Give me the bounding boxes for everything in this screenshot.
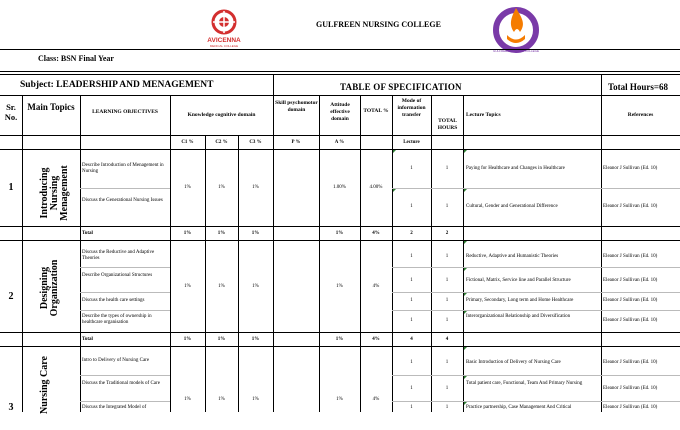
hours-cell: 1	[445, 278, 449, 283]
section-topic: Designing Organization	[39, 259, 60, 317]
hours-cell: 1	[445, 386, 449, 391]
total-lecture: 4	[410, 337, 413, 342]
lecture-cell: 1	[410, 254, 413, 259]
lecture-topic-cell: Total patient care, Functional, Team And Primary Nursing	[466, 381, 583, 386]
class-line: Class: BSN Final Year	[38, 54, 114, 63]
hours-cell: 1	[445, 166, 449, 171]
col-p: P %	[291, 140, 301, 145]
avicenna-logo-text: AVICENNA	[207, 37, 241, 44]
objective-cell: Discuss the Generational Nursing Issues	[82, 198, 163, 203]
lecture-cell: 1	[410, 278, 413, 283]
a-cell: 1%	[336, 284, 343, 289]
reference-cell: Eleanor J Sullivan (Ed. 10)	[603, 386, 658, 391]
lecture-cell: 1	[410, 204, 413, 209]
objective-cell: Discuss the health care settings	[82, 298, 145, 303]
objective-cell: Describe the types of ownership in healthcare organisation	[82, 314, 152, 325]
hours-cell: 1	[445, 204, 449, 209]
avicenna-logo-subtext: MEDICAL COLLEGE	[209, 44, 239, 48]
section-topic: Introducing Nursing Menagement	[39, 165, 70, 221]
reference-cell: Eleanor J Sullivan (Ed. 10)	[603, 204, 658, 209]
c1-cell: 1%	[184, 397, 191, 402]
reference-cell: Eleanor J Sullivan (Ed. 10)	[603, 318, 658, 323]
col-references: References	[627, 112, 654, 118]
total-c1: 1%	[183, 231, 192, 236]
total-c3: 1%	[251, 231, 260, 236]
total-c2: 1%	[217, 231, 226, 236]
total-pct-cell: 4.00%	[369, 185, 383, 190]
total-pct-cell: 4%	[372, 397, 380, 402]
lecture-topic-cell: Paying for Healthcare and Changes in Healthcare	[466, 166, 565, 171]
section-number: 1	[8, 182, 14, 193]
total-pct-cell: 4%	[372, 284, 380, 289]
lecture-topic-cell: Basic Introduction of Delivery of Nursing Care	[466, 360, 561, 365]
subject-title: Subject: LEADERSHIP AND MENAGEMENT	[20, 80, 214, 90]
college-name: GULFREEN NURSING COLLEGE	[316, 20, 441, 29]
col-knowledge: Knowledge cognitive domain	[187, 112, 256, 118]
lecture-topic-cell: Cultural, Gender and Generational Difference	[466, 204, 558, 209]
objective-cell: Describe Introduction of Menagement in Nursing	[82, 163, 164, 174]
col-lecture-topics: Lecture Topics	[466, 112, 501, 118]
lecture-topic-cell: Fictional, Matrix, Service line and Parallel Structure	[466, 278, 571, 283]
objective-cell: Describe Organizational Structures	[82, 273, 153, 278]
a-cell: 1.00%	[333, 185, 346, 190]
c3-cell: 1%	[252, 185, 259, 190]
total-a: 1%	[335, 337, 344, 342]
total-pct: 4%	[372, 231, 380, 236]
c2-cell: 1%	[218, 284, 225, 289]
gulfreen-logo	[492, 2, 540, 54]
c3-cell: 1%	[252, 284, 259, 289]
total-c2: 1%	[217, 337, 226, 342]
lecture-cell: 1	[410, 298, 413, 303]
reference-cell: Eleanor J Sullivan (Ed. 10)	[603, 254, 658, 259]
total-hours: Total Hours=68	[608, 82, 669, 92]
total-lecture: 2	[410, 231, 413, 236]
col-lecture: Lecture	[403, 140, 420, 145]
objective-cell: Intro to Delivery of Nursing Care	[82, 358, 150, 363]
c1-cell: 1%	[184, 185, 191, 190]
lecture-cell: 1	[410, 386, 413, 391]
total-pct: 4%	[372, 337, 380, 342]
total-label: Total	[82, 337, 93, 342]
objective-cell: Discuss the Reductive and Adaptive Theories	[82, 250, 155, 261]
lecture-topic-cell: Practice partnership, Case Management And Critical	[466, 405, 572, 410]
reference-cell: Eleanor J Sullivan (Ed. 10)	[603, 360, 658, 365]
col-mode: Mode of information transfer	[397, 98, 426, 118]
total-c1: 1%	[183, 337, 192, 342]
hours-cell: 1	[445, 318, 449, 323]
col-c3: C3 %	[249, 140, 262, 145]
col-c1: C1 %	[181, 140, 194, 145]
lecture-cell: 1	[410, 166, 413, 171]
total-hours-cell: 2	[445, 231, 449, 236]
col-a: A %	[334, 140, 345, 145]
col-c2: C2 %	[215, 140, 228, 145]
col-objectives: LEARNING OBJECTIVES	[92, 109, 158, 115]
avicenna-logo	[205, 8, 243, 48]
hours-cell: 1	[445, 360, 449, 365]
objective-cell: Discuss the Integrated Model of	[82, 405, 147, 410]
lecture-topic-cell: Reductive, Adaptive and Humanistic Theories	[466, 254, 559, 259]
table-title: TABLE OF SPECIFICATION	[340, 82, 462, 92]
section-number: 2	[8, 291, 14, 302]
hours-cell: 1	[445, 254, 449, 259]
reference-cell: Eleanor J Sullivan (Ed. 10)	[603, 278, 658, 283]
total-c3: 1%	[251, 337, 260, 342]
c2-cell: 1%	[218, 397, 225, 402]
objective-cell: Discuss the Traditional models of Care	[82, 381, 160, 386]
col-total-hours: TOTAL HOURS	[437, 118, 458, 131]
total-a: 1%	[335, 231, 344, 236]
col-sr: Sr. No.	[4, 102, 18, 122]
lecture-topic-cell: Primary, Secondary, Long term and Home Healthcare	[466, 298, 574, 303]
section-number: 3	[8, 402, 14, 413]
gulfreen-logo-text: GULFREEN NURSING COLLEGE	[492, 49, 540, 53]
col-skill: Skill psychomotor domain	[275, 100, 318, 113]
reference-cell: Eleanor J Sullivan (Ed. 10)	[603, 298, 658, 303]
lecture-cell: 1	[410, 360, 413, 365]
reference-cell: Eleanor J Sullivan (Ed. 10)	[603, 405, 658, 410]
lecture-cell: 1	[410, 405, 413, 410]
c1-cell: 1%	[184, 284, 191, 289]
lecture-topic-cell: Interorganizational Relationship and Diversification	[466, 314, 571, 319]
col-main-topics: Main Topics	[27, 102, 75, 112]
lecture-cell: 1	[410, 318, 413, 323]
col-attitude: Attitude effective domain	[330, 102, 350, 122]
total-label: Total	[82, 231, 93, 236]
total-hours-cell: 4	[445, 337, 449, 342]
c3-cell: 1%	[252, 397, 259, 402]
c2-cell: 1%	[218, 185, 225, 190]
reference-cell: Eleanor J Sullivan (Ed. 10)	[603, 166, 658, 171]
hours-cell: 1	[445, 298, 449, 303]
hours-cell: 1	[445, 405, 449, 410]
col-total-pct: TOTAL %	[363, 108, 389, 114]
a-cell: 1%	[336, 397, 343, 402]
section-topic: Nursing Care	[39, 356, 50, 414]
